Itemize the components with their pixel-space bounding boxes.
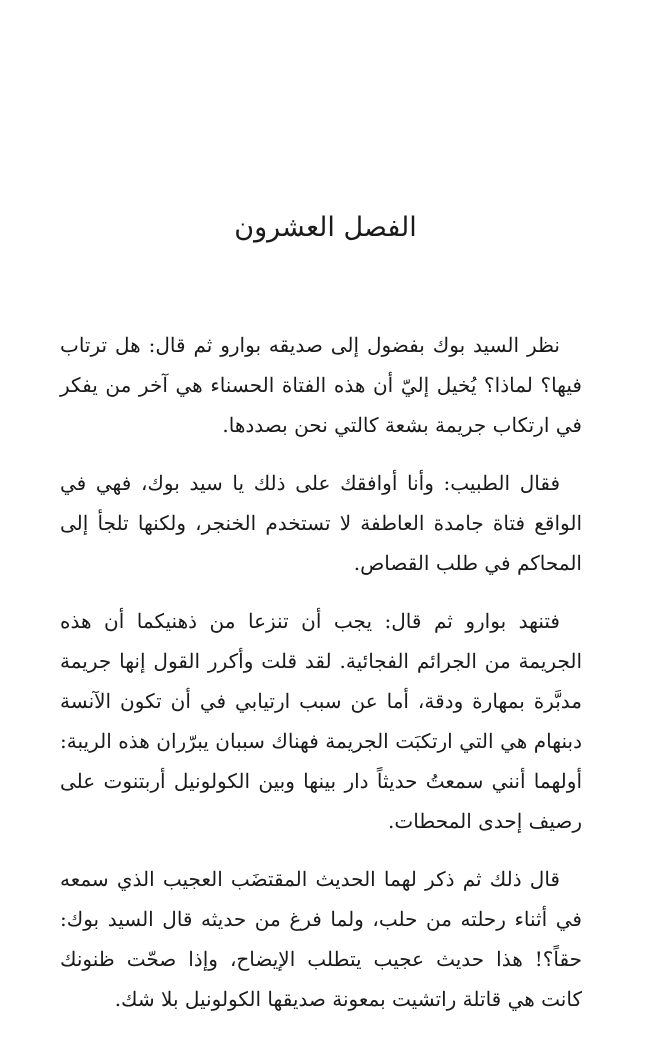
paragraph-3: فتنهد بوارو ثم قال: يجب أن تنزعا من ذهنيكما أن هذه الجريمة من الجرائم الفجائية. لقد قلت وأكرر القول إنها جريمة مدبَّرة بمهارة ودقة، أما عن سبب ارتيابي في أن تكون الآنسة دبنهام هي التي ارتكبَت الجريمة فهناك سببان يبرّران هذه الريبة: أولهما أنني سمعتُ حديثاً دار بينها وبين الكولونيل أربتنوت على رصيف إحدى المحطات. (60, 609, 582, 833)
chapter-body (60, 325, 582, 1037)
chapter-title: الفصل العشرون (234, 212, 417, 243)
paragraph-1: نظر السيد بوك بفضول إلى صديقه بوارو ثم قال: هل ترتاب فيها؟ لماذا؟ يُخيل إليّ أن هذه الفتاة الحسناء هي آخر من يفكر في ارتكاب جريمة بشعة كالتي نحن بصددها. (60, 333, 582, 437)
paragraph-4: قال ذلك ثم ذكر لهما الحديث المقتضَب العجيب الذي سمعه في أثناء رحلته من حلب، ولما فرغ من حديثه قال السيد بوك: حقاً؟! هذا حديث عجيب يتطلب الإيضاح، وإذا صحّت ظنونك كانت هي قاتلة راتشيت بمعونة صديقها الكولونيل بلا شك. (60, 867, 582, 1011)
paragraph-2: فقال الطبيب: وأنا أوافقك على ذلك يا سيد بوك، فهي في الواقع فتاة جامدة العاطفة لا تستخدم الخنجر، ولكنها تلجأ إلى المحاكم في طلب القصاص. (60, 471, 582, 575)
